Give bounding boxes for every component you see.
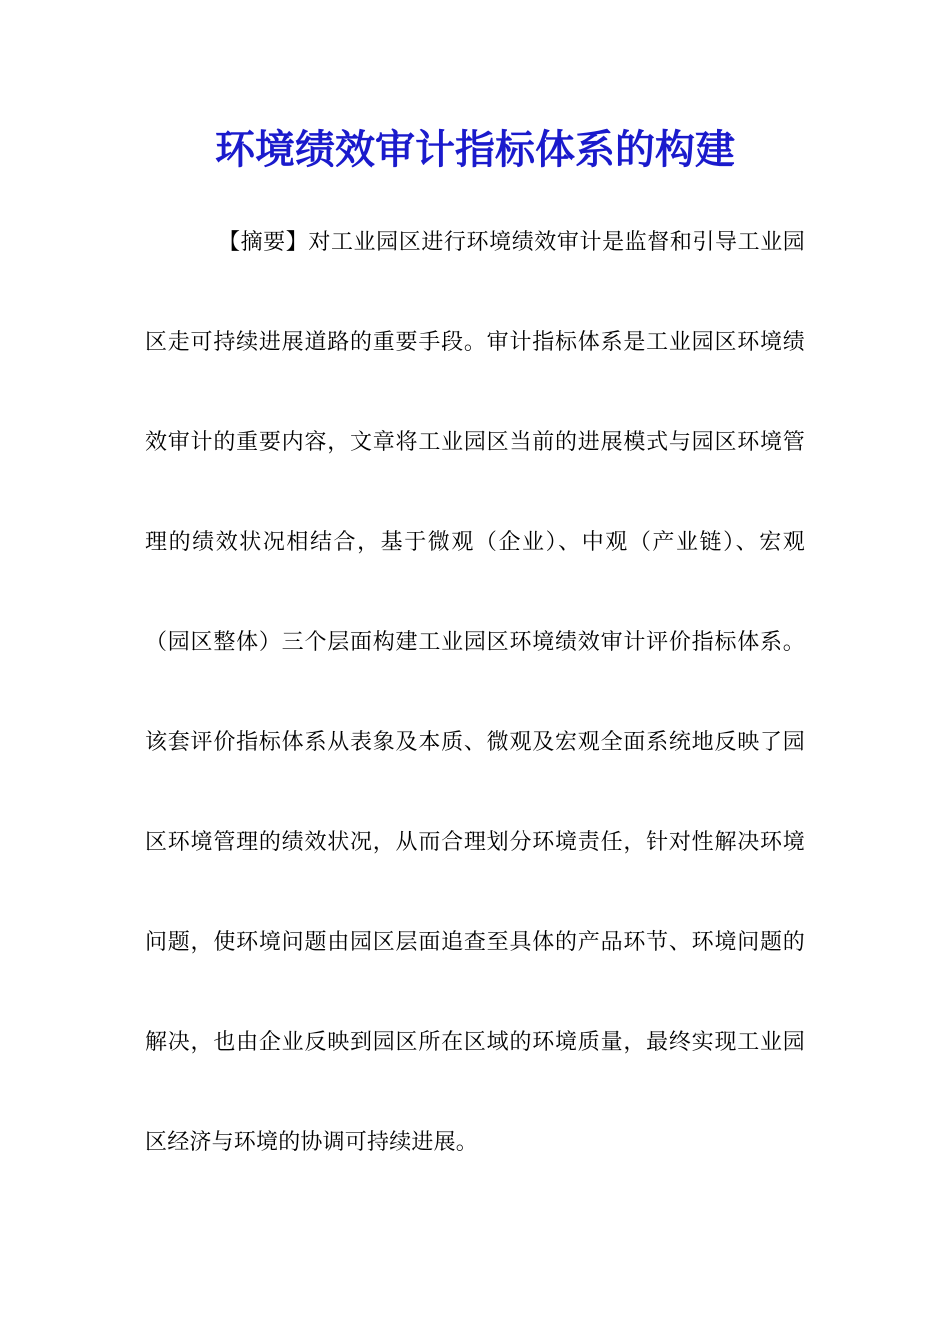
abstract-line: 理的绩效状况相结合，基于微观（企业）、中观（产业链）、宏观	[145, 530, 805, 555]
abstract-line: 问题，使环境问题由园区层面追查至具体的产品环节、环境问题的	[145, 930, 805, 955]
abstract-line: 效审计的重要内容，文章将工业园区当前的进展模式与园区环境管	[145, 430, 805, 455]
abstract-line: 区经济与环境的协调可持续进展。	[145, 1130, 479, 1155]
abstract-line: 【摘要】对工业园区进行环境绩效审计是监督和引导工业园	[218, 230, 805, 255]
abstract-paragraph	[145, 218, 805, 1218]
abstract-line: 该套评价指标体系从表象及本质、微观及宏观全面系统地反映了园	[145, 730, 805, 755]
abstract-line: 区环境管理的绩效状况，从而合理划分环境责任，针对性解决环境	[145, 830, 805, 855]
abstract-line: （园区整体）三个层面构建工业园区环境绩效审计评价指标体系。	[145, 630, 805, 655]
document-title: 环境绩效审计指标体系的构建	[215, 126, 735, 173]
abstract-line: 区走可持续进展道路的重要手段。审计指标体系是工业园区环境绩	[145, 330, 805, 355]
abstract-line: 解决，也由企业反映到园区所在区域的环境质量，最终实现工业园	[145, 1030, 805, 1055]
